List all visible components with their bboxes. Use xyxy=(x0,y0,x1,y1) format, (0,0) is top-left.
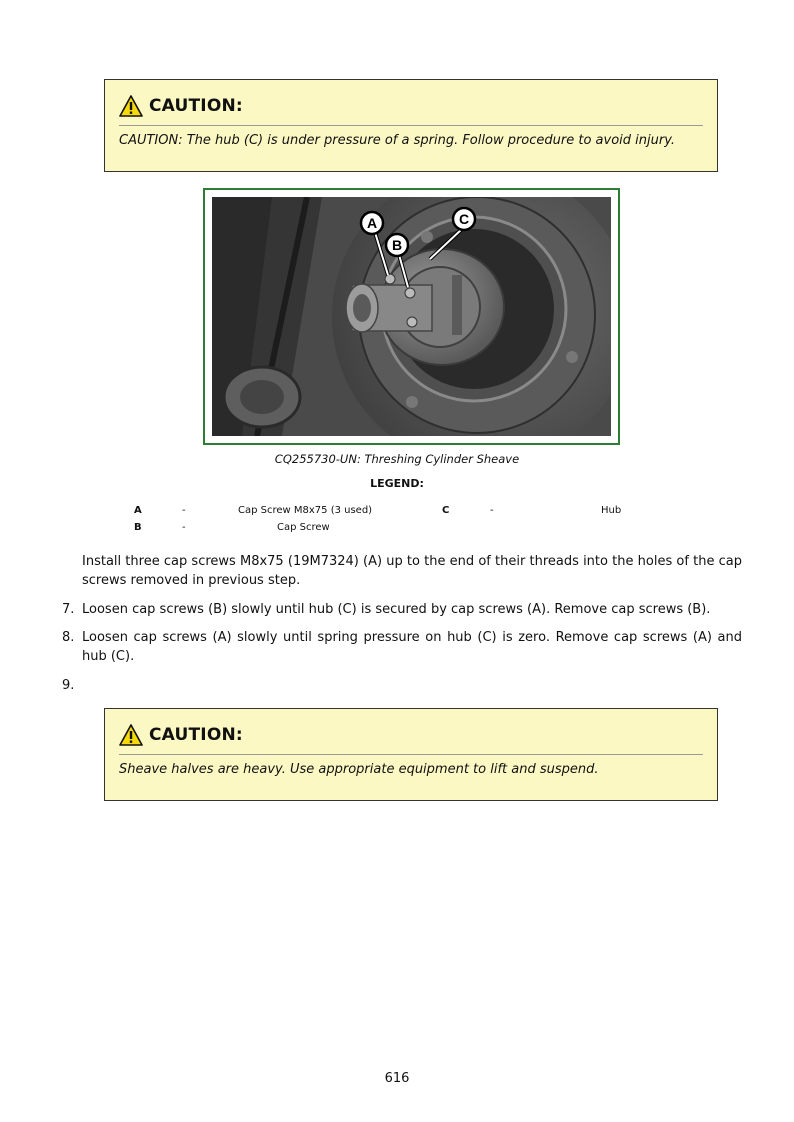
warning-triangle-icon xyxy=(119,724,143,746)
svg-text:C: C xyxy=(458,211,470,227)
caution-title: CAUTION: xyxy=(149,96,243,116)
legend-desc-b: Cap Screw xyxy=(277,522,330,533)
caution-text: CAUTION: The hub (C) is under pressure of a spring. Follow procedure to avoid injury. xyxy=(119,133,676,148)
legend-dash-b: - xyxy=(182,522,186,533)
step-number: 9. xyxy=(62,678,75,693)
legend-desc-c: Hub xyxy=(601,505,622,516)
legend-dash-c: - xyxy=(490,505,494,516)
legend-dash-a: - xyxy=(182,505,186,516)
caution-title: CAUTION: xyxy=(149,725,243,745)
svg-text:A: A xyxy=(366,215,378,231)
legend-key-c: C xyxy=(442,505,450,516)
caution-text: Sheave halves are heavy. Use appropriate equipment to lift and suspend. xyxy=(119,762,599,777)
figure-threshing-cylinder-sheave xyxy=(203,188,620,445)
svg-text:B: B xyxy=(391,237,403,253)
caution-box-hub-spring xyxy=(104,79,718,172)
caution-header xyxy=(119,721,243,749)
instruction-intro: Install three cap screws M8x75 (19M7324) (A) up to the end of their threads into the holes of the cap screws removed in previous step. xyxy=(82,554,742,588)
callout-c xyxy=(453,208,475,230)
warning-triangle-icon xyxy=(119,95,143,117)
callout-b xyxy=(386,234,408,256)
caution-box-sheave-heavy xyxy=(104,708,718,801)
caution-divider xyxy=(119,125,703,126)
caution-divider xyxy=(119,754,703,755)
legend-title: LEGEND: xyxy=(370,477,424,490)
figure-caption: CQ255730-UN: Threshing Cylinder Sheave xyxy=(274,452,520,466)
page-number: 616 xyxy=(384,1071,410,1086)
step-number: 7. xyxy=(62,602,75,617)
callout-a xyxy=(361,212,383,234)
legend-key-a: A xyxy=(134,505,142,516)
step-text: Loosen cap screws (A) slowly until spring pressure on hub (C) is zero. Remove cap screws (A) and hub (C). xyxy=(82,630,742,664)
caution-header xyxy=(119,92,243,120)
sheave-photo xyxy=(212,197,611,436)
step-text: Loosen cap screws (B) slowly until hub (C) is secured by cap screws (A). Remove cap screws (B). xyxy=(82,602,711,617)
legend-key-b: B xyxy=(134,522,142,533)
legend-desc-a: Cap Screw M8x75 (3 used) xyxy=(238,505,373,516)
step-number: 8. xyxy=(62,630,75,645)
